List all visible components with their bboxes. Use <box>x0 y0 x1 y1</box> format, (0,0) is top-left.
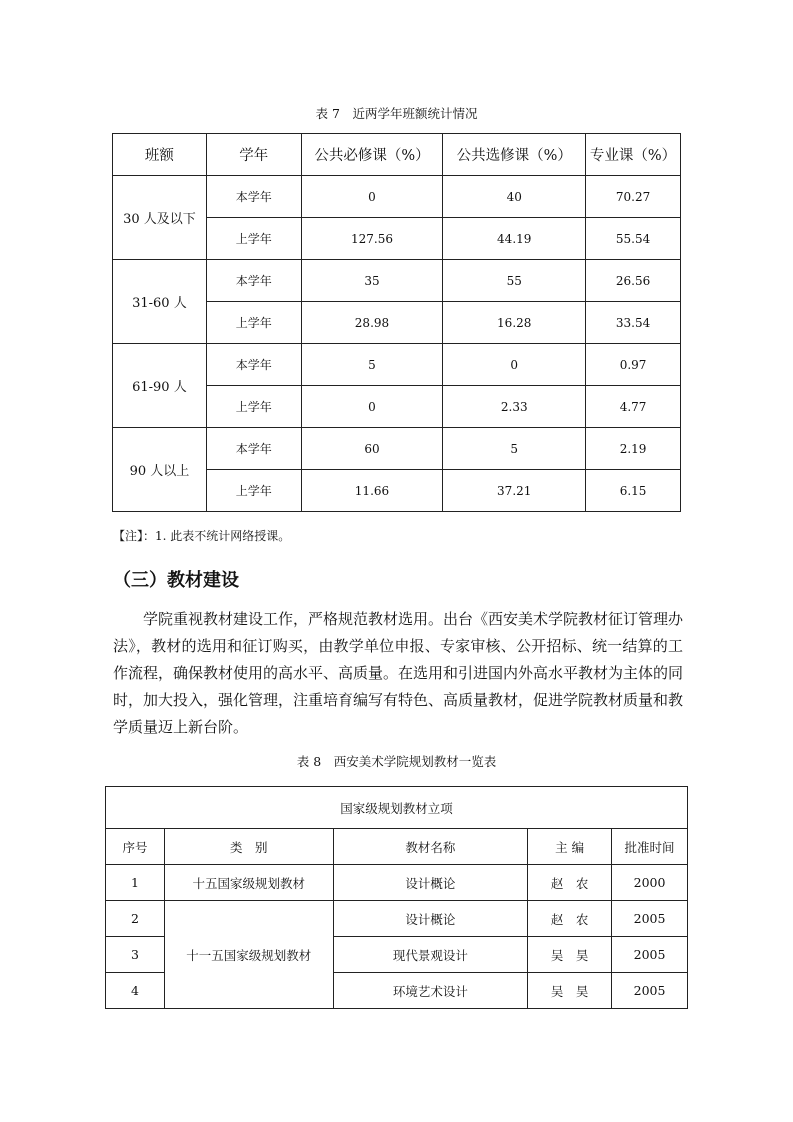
column-header: 序号 <box>106 829 165 865</box>
year-cell: 2005 <box>612 973 688 1009</box>
value-cell: 127.56 <box>301 218 443 260</box>
table-row <box>113 344 681 386</box>
table-title-row <box>106 787 688 829</box>
table-title: 国家级规划教材立项 <box>106 787 688 829</box>
value-cell: 70.27 <box>586 176 681 218</box>
table-header-row <box>113 134 681 176</box>
title-cell: 环境艺术设计 <box>333 973 528 1009</box>
section-heading: （三）教材建设 <box>113 570 239 591</box>
value-cell: 44.19 <box>443 218 586 260</box>
year-cell: 本学年 <box>206 428 301 470</box>
table-header-row <box>106 829 688 865</box>
value-cell: 28.98 <box>301 302 443 344</box>
editor-cell: 吴 昊 <box>528 973 612 1009</box>
group-label: 61-90 人 <box>113 344 207 428</box>
column-header: 公共选修课（%） <box>443 134 586 176</box>
column-header: 教材名称 <box>333 829 528 865</box>
value-cell: 37.21 <box>443 470 586 512</box>
value-cell: 0.97 <box>586 344 681 386</box>
value-cell: 4.77 <box>586 386 681 428</box>
category-cell: 十一五国家级规划教材 <box>164 901 333 1009</box>
table7-caption: 表 7 近两学年班额统计情况 <box>315 106 478 121</box>
number-cell: 1 <box>106 865 165 901</box>
value-cell: 26.56 <box>586 260 681 302</box>
editor-cell: 赵 农 <box>528 865 612 901</box>
number-cell: 3 <box>106 937 165 973</box>
value-cell: 2.33 <box>443 386 586 428</box>
year-cell: 2005 <box>612 901 688 937</box>
editor-cell: 赵 农 <box>528 901 612 937</box>
value-cell: 0 <box>301 176 443 218</box>
title-cell: 设计概论 <box>333 865 528 901</box>
value-cell: 0 <box>301 386 443 428</box>
value-cell: 16.28 <box>443 302 586 344</box>
group-label: 30 人及以下 <box>113 176 207 260</box>
title-cell: 现代景观设计 <box>333 937 528 973</box>
table-row <box>113 260 681 302</box>
body-paragraph: 学院重视教材建设工作，严格规范教材选用。出台《西安美术学院教材征订管理办法》，教材的选用和征订购买，由教学单位申报、专家审核、公开招标、统一结算的工作流程，确保教材使用的高水平、高质量。在选用和引进国内外高水平教材为主体的同时，加大投入，强化管理，注重培育编写有特色、高质量教材，促进学院教材质量和教学质量迈上新台阶。 <box>113 610 684 736</box>
number-cell: 2 <box>106 901 165 937</box>
column-header: 专业课（%） <box>586 134 681 176</box>
value-cell: 33.54 <box>586 302 681 344</box>
column-header: 公共必修课（%） <box>301 134 443 176</box>
value-cell: 55.54 <box>586 218 681 260</box>
column-header: 批准时间 <box>612 829 688 865</box>
value-cell: 60 <box>301 428 443 470</box>
value-cell: 5 <box>301 344 443 386</box>
group-label: 90 人以上 <box>113 428 207 512</box>
year-cell: 上学年 <box>206 218 301 260</box>
table-row <box>113 176 681 218</box>
year-cell: 2005 <box>612 937 688 973</box>
value-cell: 6.15 <box>586 470 681 512</box>
editor-cell: 吴 昊 <box>528 937 612 973</box>
year-cell: 上学年 <box>206 470 301 512</box>
table8-caption: 表 8 西安美术学院规划教材一览表 <box>296 754 497 769</box>
year-cell: 2000 <box>612 865 688 901</box>
table-row <box>106 865 688 901</box>
year-cell: 上学年 <box>206 302 301 344</box>
table-row <box>106 901 688 937</box>
year-cell: 本学年 <box>206 344 301 386</box>
column-header: 班额 <box>113 134 207 176</box>
year-cell: 本学年 <box>206 176 301 218</box>
table-note: 【注】：1. 此表不统计网络授课。 <box>113 529 291 543</box>
value-cell: 11.66 <box>301 470 443 512</box>
column-header: 学年 <box>206 134 301 176</box>
year-cell: 上学年 <box>206 386 301 428</box>
value-cell: 5 <box>443 428 586 470</box>
value-cell: 0 <box>443 344 586 386</box>
column-header: 类 别 <box>164 829 333 865</box>
textbook-table <box>105 786 688 1009</box>
value-cell: 35 <box>301 260 443 302</box>
value-cell: 55 <box>443 260 586 302</box>
column-header: 主 编 <box>528 829 612 865</box>
class-size-table <box>112 133 681 512</box>
category-cell: 十五国家级规划教材 <box>164 865 333 901</box>
value-cell: 40 <box>443 176 586 218</box>
group-label: 31-60 人 <box>113 260 207 344</box>
title-cell: 设计概论 <box>333 901 528 937</box>
value-cell: 2.19 <box>586 428 681 470</box>
table-row <box>113 428 681 470</box>
year-cell: 本学年 <box>206 260 301 302</box>
number-cell: 4 <box>106 973 165 1009</box>
